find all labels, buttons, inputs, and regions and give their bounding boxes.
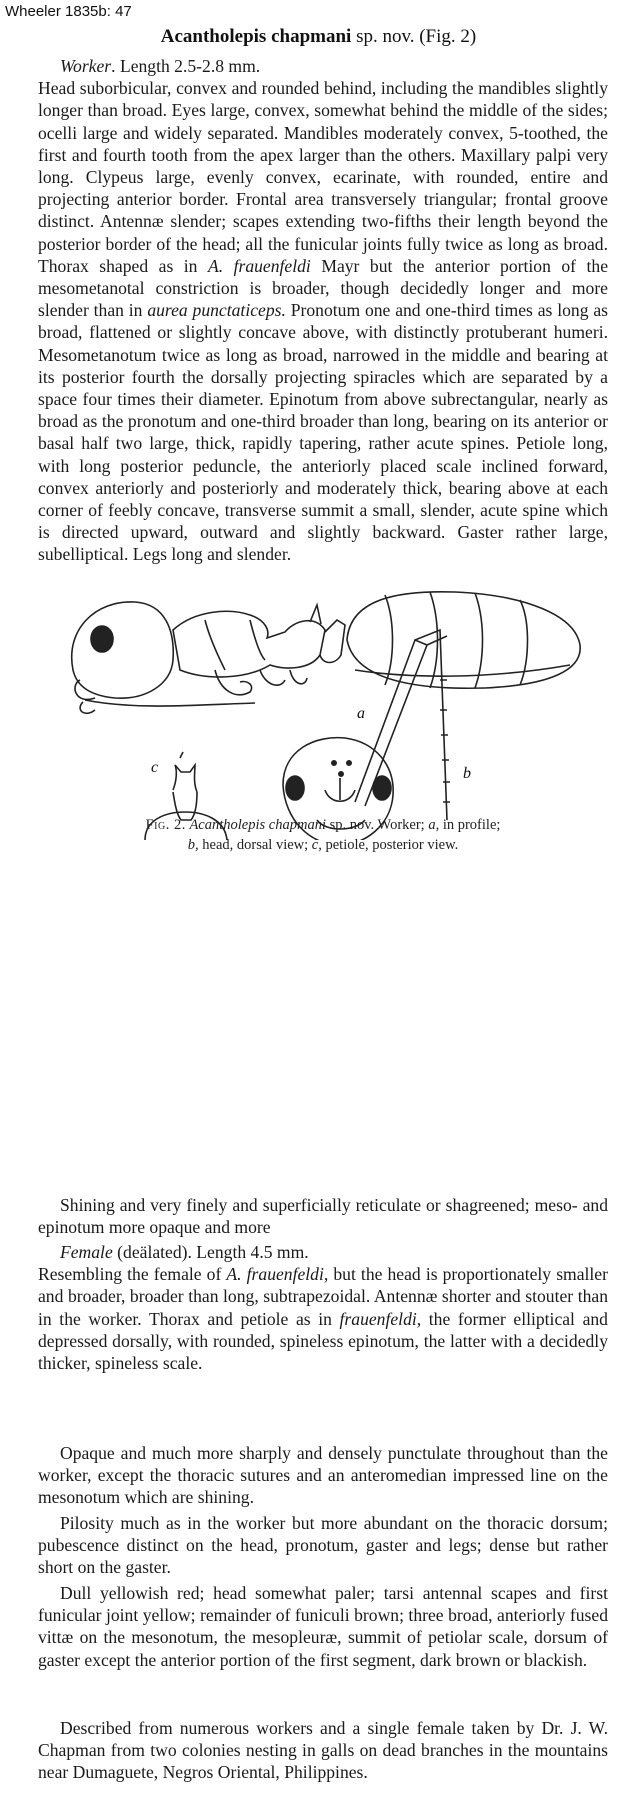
female-color-paragraph: Dull yellowish red; head somewhat paler; tarsi antennal scapes and first funicular joint yellow; remainder of funiculi brown; three broad, anteriorly fused vittæ on the mesonotum, the mesopleuræ, summit of petiolar scale, dorsum of gaster except the anterior portion of the first segment, dark brown or blackish.	[38, 1583, 608, 1670]
female-ital-2: frauenfeldi,	[339, 1308, 422, 1329]
caption-text-4: petiole, posterior view.	[325, 837, 459, 853]
head-dorsal-drawing	[283, 630, 450, 840]
female-status: (deälated). Length 4.5 mm.	[117, 1242, 309, 1262]
ant-profile-drawing	[72, 592, 580, 714]
caption-fig-number: Fig. 2.	[145, 817, 186, 833]
caption-text-1: sp. nov. Worker;	[329, 817, 425, 833]
worker-ital-2: aurea punctaticeps.	[147, 300, 286, 321]
female-text-2: but the head is proportionately smaller and broader, broader than long, subtrapezoidal. Antennæ shorter and stouter than in the worker. Thorax and petiole as in	[38, 1264, 608, 1329]
figure-2	[55, 520, 615, 840]
female-label: Female	[60, 1242, 113, 1262]
caption-c: c,	[311, 837, 322, 853]
caption-a: a,	[428, 817, 440, 833]
worker-text-2: Mayr but the anterior portion of the mesometanotal constriction is broader, though decidedly longer and more slender than in	[38, 255, 609, 321]
female-pilosity-paragraph: Pilosity much as in the worker but more abundant on the thoracic dorsum; pubescence distinct on the head, pronotum, gaster and legs; dense but rather short on the gaster.	[38, 1513, 608, 1578]
title-suffix: sp. nov. (Fig. 2)	[356, 26, 477, 47]
caption-text-2: in profile;	[442, 817, 501, 833]
figure-label-a: a	[357, 705, 365, 722]
collection-paragraph: Described from numerous workers and a single female taken by Dr. J. W. Chapman from two colonies nesting in galls on dead branches in the mountains near Dumaguete, Negros Oriental, Philippines.	[38, 1718, 608, 1783]
female-ital-1: A. frauenfeldi,	[226, 1264, 329, 1285]
species-title	[0, 26, 637, 48]
figure-caption	[38, 815, 608, 855]
female-sculpture-paragraph: Opaque and much more sharply and densely punctulate throughout than the worker, except the thoracic sutures and an anteromedian impressed line on the mesonotum which are shining.	[38, 1443, 608, 1508]
female-text-3: the former elliptical and depressed dorsally, with rounded, spineless epinotum, the latter with a decidedly thicker, spineless scale.	[38, 1308, 608, 1374]
figure-label-c: c	[151, 759, 159, 776]
worker-description: Worker. Length 2.5-2.8 mm. Head suborbicular, convex and rounded behind, including the mandibles slightly longer than broad. Eyes large, convex, somewhat behind the middle of the sides; ocelli large and widely separated. Mandibles moderately convex, 5-toothed, the first and fourth tooth from the apex larger than the others. Maxillary palpi very long. Clypeus large, evenly convex, ecarinate, with rounded, entire and projecting anterior border. Frontal area transversely triangular; frontal groove distinct. Antennæ slender; scapes extending two-fifths their length beyond the posterior border of the head; all the funicular joints fully twice as long as broad. Thorax shaped as in A. frauenfeldi Mayr but the anterior portion of the mesometanotal constriction is broader, though decidedly longer and more slender than in aurea punctaticeps. Pronotum one and one-third times as long as broad, flattened or slightly concave above, with distinctly protuberant humeri. Mesometanotum twice as long as broad, narrowed in the middle and bearing at its posterior fourth the dorsally projecting spiracles which are separated by a space four times their diameter. Epinotum from above subrectangular, nearly as broad as the pronotum and one-third broader than long, bearing on its anterior or basal half two large, thick, rapidly tapering, rather acute spines. Petiole long, with long posterior peduncle, the anteriorly placed scale inclined forward, convex anteriorly and posteriorly and moderately thick, bearing above at each corner of feebly concave, transverse summit a small, slender, acute spine which is directed upward, outward and slightly backward. Gaster rather large, subelliptical. Legs long and slender.	[38, 56, 609, 565]
worker-label: Worker	[60, 56, 112, 76]
female-description	[38, 1241, 608, 1374]
worker-length: Length 2.5-2.8 mm.	[119, 56, 261, 76]
worker-text-3: Pronotum one and one-third times as long as broad, flattened or slightly concave above, with distinctly protuberant humeri. Mesometanotum twice as long as broad, narrowed in the middle and bearing at its posterior fourth the dorsally projecting spiracles which are separated by a space four times their diameter. Epinotum from above subrectangular, nearly as broad as the pronotum and one-third broader than long, bearing on its anterior or basal half two large, thick, rapidly tapering, rather acute spines. Petiole long, with long posterior peduncle, the anteriorly placed scale inclined forward, convex anteriorly and posteriorly and moderately thick, bearing above at each corner of feebly concave, transverse summit a small, slender, acute spine which is directed upward, outward and slightly backward. Gaster rather large, subelliptical. Legs long and slender.	[38, 300, 608, 565]
caption-species: Acantholepis chapmani	[189, 817, 326, 833]
source-reference: Wheeler 1835b: 47	[5, 3, 132, 20]
worker-ital-1: A. frauenfeldi	[207, 255, 311, 276]
worker-text-1: Head suborbicular, convex and rounded behind, including the mandibles slightly longer than broad. Eyes large, convex, somewhat behind the middle of the sides; ocelli large and widely separated. Mandibles moderately convex, 5-toothed, the first and fourth tooth from the apex larger than the others. Maxillary palpi very long. Clypeus large, evenly convex, ecarinate, with rounded, entire and projecting anterior border. Frontal area transversely triangular; frontal groove distinct. Antennæ slender; scapes extending two-fifths their length beyond the posterior border of the head; all the funicular joints fully twice as long as broad. Thorax shaped as in	[38, 78, 608, 276]
female-text-1: Resembling the female of	[38, 1264, 222, 1285]
caption-b: b,	[187, 837, 199, 853]
species-name: Acantholepis chapmani	[160, 26, 352, 47]
caption-text-3: head, dorsal view;	[202, 837, 309, 853]
sculpture-paragraph: Shining and very finely and superficially reticulate or shagreened; meso- and epinotum more opaque and more	[38, 1195, 608, 1238]
figure-label-b: b	[463, 765, 471, 782]
ant-illustration	[55, 520, 615, 840]
